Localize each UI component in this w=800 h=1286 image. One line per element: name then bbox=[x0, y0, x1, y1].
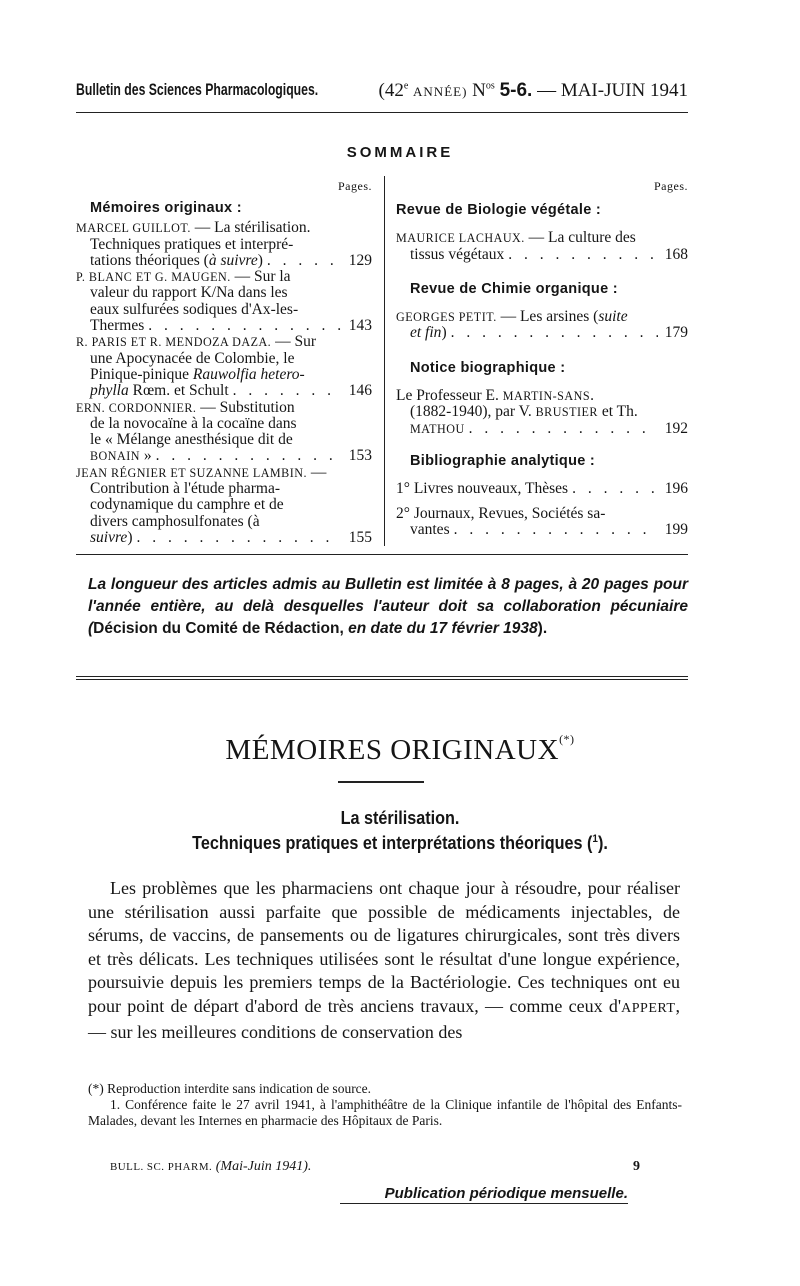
pages-label: Pages. bbox=[654, 179, 688, 193]
page-number: 168 bbox=[664, 245, 688, 263]
page-number: 179 bbox=[664, 324, 688, 342]
issue-number: 5-6. bbox=[499, 80, 533, 101]
page-footer: BULL. SC. PHARM. (Mai-Juin 1941). 9 bbox=[110, 1159, 640, 1174]
running-header bbox=[76, 78, 688, 108]
toc-entry[interactable]: MARCEL GUILLOT. — La stérilisation. Techniques pratiques et interpré- tations théoriques (à suivre) . . . 129 bbox=[76, 220, 372, 269]
toc-entry[interactable]: R. PARIS ET R. MENDOZA DAZA. — Sur une Apocynacée de Colombie, le Pinique-pinique Rauwolfia hetero- phylla Rœm. et Schult . . . 146 bbox=[76, 334, 372, 399]
sommaire-right-column bbox=[396, 178, 688, 538]
page-number: 146 bbox=[348, 382, 372, 400]
toc-entry[interactable]: Le Professeur E. MARTIN-SANS. (1882-1940), par V. BRUSTIER et Th. MATHOU . . . 192 bbox=[396, 388, 688, 437]
issue-info: (42e ANNÉE) $N^{os}$ 5-6. — MAI-JUIN 1941 bbox=[378, 80, 688, 101]
footnote-1: 1. Conférence faite le 27 avril 1941, à l'amphithéâtre de la Clinique infantile de l'hôpital des Enfants-Malades, devant les Internes en pharmacie des Hôpitaux de Paris. bbox=[88, 1097, 682, 1128]
article-body: Les problèmes que les pharmaciens ont chaque jour à résoudre, pour réaliser une stérilisation aussi parfaite que possible de médicaments injectables, de sérums, de vaccins, de pansements ou de ligatures chirurgicales, sont très divers et très délicats. Les techniques utilisées sont le résultat d'une longue expérience, poursuivie depuis les premiers temps de la Bactériologie. Ces techniques ont eu pour point de départ d'abord de très anciens travaux, — comme ceux d'APPERT, — sur les meilleures conditions de conservation des bbox=[88, 878, 680, 1042]
sommaire-title: SOMMAIRE bbox=[346, 144, 454, 161]
page-number: 192 bbox=[664, 419, 688, 437]
section-heading: MÉMOIRES ORIGINAUX(*) bbox=[225, 732, 575, 766]
section-memoires: Mémoires originaux : bbox=[90, 200, 242, 216]
toc-entry[interactable]: MAURICE LACHAUX. — La culture des tissus végétaux . . . 168 bbox=[396, 230, 688, 263]
article-subtitle: Techniques pratiques et interprétations théoriques ($^1$). bbox=[192, 833, 608, 853]
pages-label: Pages. bbox=[338, 179, 372, 193]
article-title: La stérilisation. bbox=[340, 808, 460, 828]
toc-entry[interactable]: 2° Journaux, Revues, Sociétés sa- vantes . . . 199 bbox=[396, 506, 688, 539]
toc-entry[interactable]: P. BLANC ET G. MAUGEN. — Sur la valeur du rapport K/Na dans les eaux sulfurées sodiques d'Ax-les- Thermes . . . 143 bbox=[76, 269, 372, 334]
footnotes bbox=[88, 1081, 682, 1129]
page-number: 129 bbox=[348, 251, 372, 269]
double-rule-top bbox=[76, 676, 688, 677]
double-rule-bottom bbox=[76, 679, 688, 680]
toc-entry[interactable]: JEAN RÉGNIER ET SUZANNE LAMBIN. — Contribution à l'étude pharma- codynamique du camphre et de divers camphosulfonates (à suivre) . . . 155 bbox=[76, 465, 372, 546]
toc-entry[interactable]: ERN. CORDONNIER. — Substitution de la novocaïne à la cocaïne dans le « Mélange anesthésique dit de BONAIN » . . . 153 bbox=[76, 400, 372, 465]
page-number: 196 bbox=[664, 480, 688, 498]
section-notice: Notice biographique : bbox=[410, 359, 566, 376]
footnote-star: (*) Reproduction interdite sans indication de source. bbox=[88, 1081, 372, 1096]
issue-date: — MAI-JUIN 1941 bbox=[537, 80, 688, 101]
sommaire-left-column bbox=[76, 178, 372, 546]
header-rule bbox=[76, 112, 688, 113]
toc-entry[interactable]: 1° Livres nouveaux, Thèses . . . 196 bbox=[396, 481, 688, 497]
length-notice: La longueur des articles admis au Bulletin est limitée à 8 pages, à 20 pages pour l'année entière, au delà desquelles l'auteur doit sa collaboration pécuniaire (Décision du Comité de Rédaction, en date du 17 février 1938). bbox=[88, 576, 688, 637]
page-number: 155 bbox=[348, 528, 372, 546]
column-divider bbox=[384, 176, 385, 546]
section-biologie: Revue de Biologie végétale : bbox=[396, 202, 602, 218]
page-number: 199 bbox=[664, 520, 688, 538]
page-number: 143 bbox=[348, 317, 372, 335]
heading-rule bbox=[338, 781, 424, 783]
section-chimie: Revue de Chimie organique : bbox=[410, 280, 618, 297]
section-bibliographie: Bibliographie analytique : bbox=[410, 452, 596, 469]
sommaire-bottom-rule bbox=[76, 554, 688, 555]
page-number: 153 bbox=[348, 447, 372, 465]
toc-entry[interactable]: GEORGES PETIT. — Les arsines (suite et fin) . . . 179 bbox=[396, 309, 688, 342]
journal-name: Bulletin des Sciences Pharmacologiques. bbox=[76, 80, 319, 99]
publication-note: Publication périodique mensuelle. bbox=[340, 1185, 628, 1204]
signature-mark: 9 bbox=[633, 1159, 640, 1174]
